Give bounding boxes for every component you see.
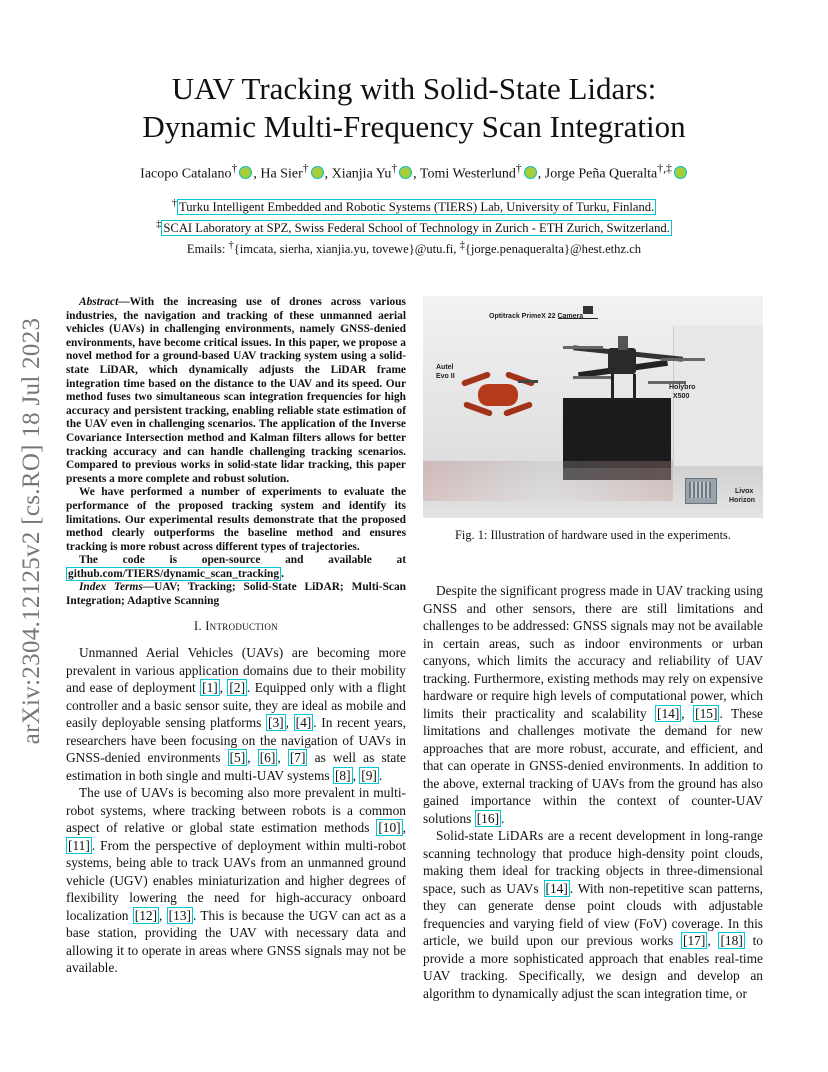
holybro-gps (618, 336, 628, 350)
citation-link[interactable]: [8] (334, 767, 351, 783)
author-name: Iacopo Catalano (140, 166, 232, 182)
label-holybro-model: X500 (673, 393, 690, 400)
citation-link[interactable]: [5] (229, 750, 246, 766)
emails: Emails: †{imcata, sierha, xianjia.yu, tovewe}@utu.fi, ‡{jorge.penaqueralta}@hest.ethz.ch (186, 240, 642, 257)
label-camera: Optitrack PrimeX 22 Camera (489, 313, 584, 320)
label-autel: Autel (436, 364, 454, 371)
author-name: Xianjia Yu (331, 166, 392, 182)
orcid-icon[interactable] (311, 166, 324, 179)
citation-link[interactable]: [7] (289, 750, 306, 766)
author-mark: † (231, 162, 238, 175)
paper-title (0, 70, 828, 146)
citation-link[interactable]: [15] (695, 705, 718, 721)
propeller (661, 358, 705, 361)
right-column (423, 582, 763, 1002)
affiliations (0, 195, 828, 259)
label-autel-model: Evo II (436, 373, 455, 380)
citation-link[interactable]: [17] (683, 933, 706, 948)
right-paragraph-1: Despite the significant progress made in UAV tracking using GNSS and other sensors, there are still limitations and challenges to be addressed: GNSS signals may not be available in certain areas, such as indoor environments or urban canyons, which limits the accuracy and reliability of UAV tracking. Furthermore, existing methods may rely on expensive hardware or require high levels of computational power, which limits their practicality and scalability [14] , [15] . These limitations and challenges motivate the demand for new approaches that are more robust, accurate, and efficient, and that can operate in GNSS-denied environments. In addition to the above, external tracking of UAVs from the ground has also gained importance within the context of counter-UAV solutions [16] . (423, 583, 763, 826)
propeller (563, 346, 603, 349)
citation-link[interactable]: [9] (361, 767, 377, 783)
code-link[interactable]: github.com/TIERS/dynamic_scan_tracking (68, 567, 280, 580)
author-name: Jorge Peña Queralta (544, 166, 658, 182)
author-list: Iacopo Catalano† , Ha Sier† , Xianjia Yu† , Tomi Westerlund† , Jorge Peña Queralta†,‡ (0, 162, 828, 183)
autel-body (478, 384, 518, 406)
author-mark: † (515, 162, 522, 175)
author-name: Tomi Westerlund (419, 166, 516, 182)
citation-link[interactable]: [13] (168, 907, 191, 923)
propeller (573, 376, 613, 379)
citation-link[interactable]: [2] (229, 680, 246, 696)
abstract-para-2: We have performed a number of experiments to evaluate the performance of the proposed tracking system and identify its limitations. Our experimental results demonstrate that the proposed method clearly outperforms the baseline method and ensures tracking is more robust across different types of trajectories. (66, 486, 406, 553)
arxiv-side-identifier (12, 296, 52, 766)
citation-link[interactable]: [11] (68, 837, 90, 853)
optitrack-camera (583, 306, 593, 314)
black-pedestal (563, 398, 671, 468)
code-availability: The code is open-source and available at github.com/TIERS/dynamic_scan_tracking . (68, 554, 406, 580)
label-livox-model: Horizon (729, 497, 756, 504)
label-livox: Livox (735, 488, 754, 495)
author-mark: †,‡ (657, 162, 672, 175)
citation-link[interactable]: [16] (476, 810, 500, 826)
label-holybro: Holybro (669, 384, 696, 391)
orcid-icon[interactable] (239, 166, 252, 179)
intro-paragraph-1: Unmanned Aerial Vehicles (UAVs) are becoming more prevalent in various application domains due to their mobility and ease of deployment [1] , [2] . Equipped only with a flight controller and a basic sensor suite, they are ideal as mobile and easily deployable sensing platforms [3] , [4] . In recent years, researchers have been focusing on the navigation of UAVs in GNSS-denied environments [5] , [6] , [7] as well as state estimation in both single and multi-UAV systems [8] , [9] . (66, 645, 406, 783)
orcid-icon[interactable] (674, 166, 687, 179)
livox-fins (689, 482, 711, 498)
right-paragraph-2: Solid-state LiDARs are a recent development in long-range scanning technology that produce high-density point clouds, making them ideal for tracking objects in three-dimensional space, such as UAVs [14] . With non-repetitive scan patterns, they can generate dense point clouds with adjustable frequencies and varying field of view (FoV) coverage. In this article, we build upon our previous works [17] , [18] to provide a more sophisticated approach that enables real-time UAV tracking. Specifically, we design and develop an algorithm to dynamically adjust the scan integration time, or (423, 828, 764, 1001)
citation-link[interactable]: [14] (545, 880, 568, 896)
point-cloud (423, 461, 673, 501)
citation-link[interactable]: [18] (720, 933, 743, 948)
affiliation-1-link[interactable]: Turku Intelligent Embedded and Robotic Systems (TIERS) Lab, University of Turku, Finland. (178, 200, 655, 215)
citation-link[interactable]: [1] (202, 680, 218, 696)
hardware-figure (423, 296, 763, 518)
landing-leg (633, 374, 636, 400)
landing-leg (611, 374, 614, 400)
citation-link[interactable]: [14] (656, 705, 680, 721)
affiliation-mark: † (171, 198, 177, 209)
propeller (518, 380, 538, 383)
index-terms: Index Terms—UAV; Tracking; Solid-State LiDAR; Multi-Scan Integration; Adaptive Scanning (66, 581, 406, 608)
figure-caption: Fig. 1: Illustration of hardware used in the experiments. (455, 528, 731, 542)
affiliation-mark: ‡ (156, 219, 162, 231)
citation-link[interactable]: [12] (134, 907, 158, 923)
holybro-body (608, 348, 636, 374)
author-name: Ha Sier (260, 166, 303, 182)
citation-link[interactable]: [6] (259, 750, 276, 766)
abstract: Abstract—With the increasing use of drones across various industries, the navigation and tracking of these unmanned aerial vehicles (UAVs) in challenging environments, namely GNSS-denied environments, have become critical issues. In this paper, we propose a novel method for a ground-based UAV tracking system using a solid-state LiDAR, which dynamically adjusts the LiDAR frame integration time based on the distance to the UAV and its speed. Our method fuses two simultaneous scan integration frequencies for high accuracy and persistent tracking, enabling reliable state estimation of the UAV even in challenging scenarios. The application of the Inverse Covariance Intersection method and Kalman filters allows for better tracking accuracy and can handle challenging tracking scenarios. Compared to previous works in solid-state lidar tracking, this paper presents a more complete and robust solution. (66, 296, 406, 485)
left-column (66, 296, 406, 977)
citation-link[interactable]: [10] (378, 820, 401, 836)
citation-link[interactable]: [4] (295, 715, 312, 731)
author-mark: † (302, 162, 309, 175)
affiliation-2-link[interactable]: SCAI Laboratory at SPZ, Swiss Federal School of Technology in Zurich - ETH Zurich, Switzerland. (163, 221, 670, 236)
orcid-icon[interactable] (524, 166, 537, 179)
title-line-2: Dynamic Multi-Frequency Scan Integration (142, 109, 686, 144)
arxiv-id-text: arXiv:2304.12125v2 [cs.RO] 18 Jul 2023 (18, 317, 45, 745)
intro-paragraph-2: The use of UAVs is becoming also more prevalent in multi-robot systems, where tracking between robots is a common aspect of relative or global state estimation methods [10] , [11] . From the perspective of deployment within multi-robot systems, being able to track UAVs from an unmanned ground vehicle (UGV) enables miniaturization and higher degrees of flexibility lowering the need for high-accuracy onboard localization [12] , [13] . This is because the UGV can act as a base station, providing the UAV with necessary data and allowing it to operate in areas where GNSS signals may not be available. (66, 785, 407, 976)
title-line-1: UAV Tracking with Solid-State Lidars: (171, 71, 657, 106)
orcid-icon[interactable] (399, 166, 412, 179)
citation-link[interactable]: [3] (268, 715, 284, 731)
author-mark: † (391, 162, 398, 175)
section-heading-introduction: I. Introduction (194, 618, 278, 633)
